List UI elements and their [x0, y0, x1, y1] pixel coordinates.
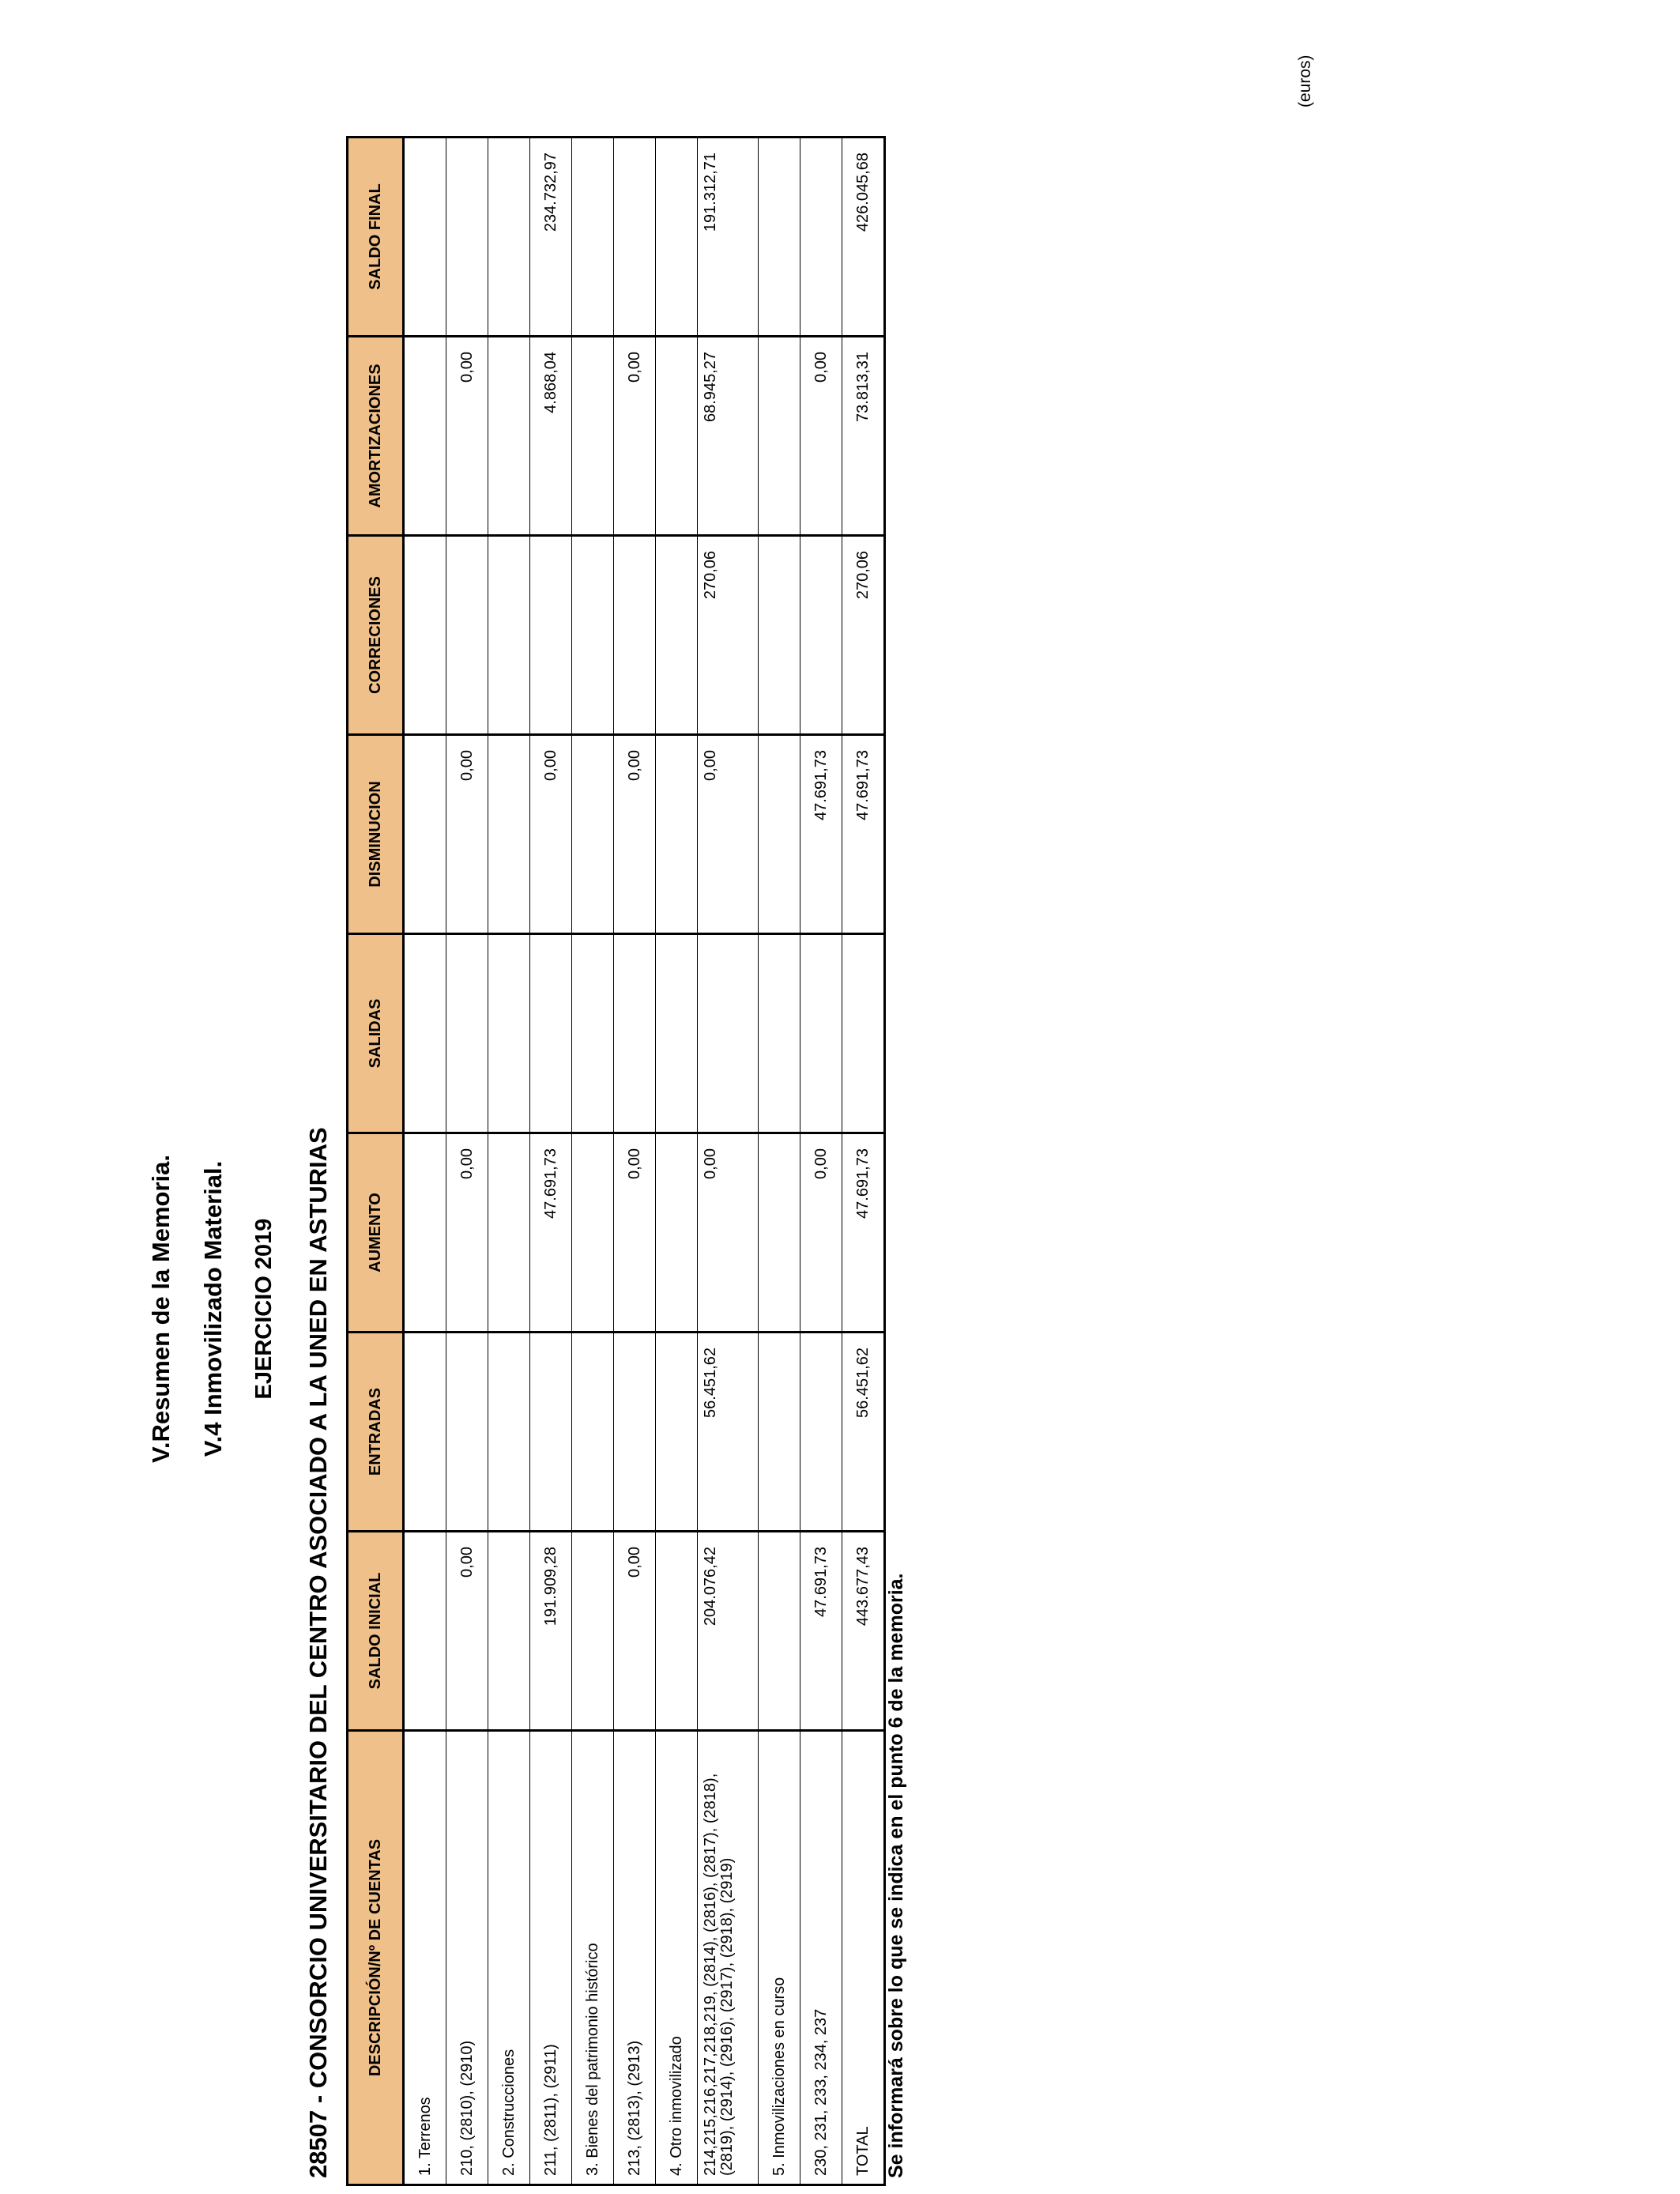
cell-amount: [488, 735, 530, 934]
cell-amount: 73.813,31: [842, 337, 885, 536]
cell-amount: 0,00: [614, 1133, 656, 1333]
cell-amount: 0,00: [614, 735, 656, 934]
row-description: 230, 231, 233, 234, 237: [800, 1731, 842, 2185]
cell-amount: 0,00: [446, 337, 488, 536]
cell-amount: 0,00: [800, 1133, 842, 1333]
cell-amount: [614, 536, 656, 735]
col-header: ENTRADAS: [348, 1333, 404, 1532]
cell-amount: [656, 735, 698, 934]
cell-amount: 47.691,73: [800, 735, 842, 934]
cell-amount: [488, 536, 530, 735]
section-row: [404, 138, 446, 2185]
report-title: V.Resumen de la Memoria.: [147, 1155, 175, 1463]
cell-amount: 47.691,73: [842, 735, 885, 934]
cell-amount: [759, 1532, 800, 1731]
cell-amount: 426.045,68: [842, 138, 885, 337]
cell-amount: [488, 337, 530, 536]
cell-amount: [488, 934, 530, 1133]
footnote: Se informará sobre lo que se indica en el punto 6 de la memoria.: [885, 1573, 907, 2178]
cell-amount: [614, 138, 656, 337]
cell-amount: 0,00: [530, 735, 572, 934]
cell-amount: 0,00: [698, 735, 759, 934]
cell-amount: [800, 138, 842, 337]
cell-amount: [404, 1532, 446, 1731]
row-description: 4. Otro inmovilizado: [656, 1731, 698, 2185]
cell-amount: [488, 1532, 530, 1731]
cell-amount: [404, 934, 446, 1133]
cell-amount: [800, 1333, 842, 1532]
row-description: 213, (2813), (2913): [614, 1731, 656, 2185]
cell-amount: [404, 1133, 446, 1333]
section-row: [759, 138, 800, 2185]
col-header: DISMINUCION: [348, 735, 404, 934]
row-description: 210, (2810), (2910): [446, 1731, 488, 2185]
cell-amount: [759, 337, 800, 536]
col-header: SALIDAS: [348, 934, 404, 1133]
cell-amount: [530, 934, 572, 1133]
cell-amount: 191.909,28: [530, 1532, 572, 1731]
cell-amount: 0,00: [446, 1532, 488, 1731]
cell-amount: [800, 536, 842, 735]
cell-amount: 191.312,71: [698, 138, 759, 337]
row-description: 211, (2811), (2911): [530, 1731, 572, 2185]
cell-amount: [759, 934, 800, 1133]
cell-amount: [759, 1333, 800, 1532]
cell-amount: 234.732,97: [530, 138, 572, 337]
table-row: [446, 138, 488, 2185]
cell-amount: [656, 934, 698, 1133]
section-title: V.4 Inmovilizado Material.: [199, 1160, 227, 1457]
cell-amount: 0,00: [446, 735, 488, 934]
cell-amount: [446, 138, 488, 337]
cell-amount: [446, 536, 488, 735]
cell-amount: [656, 1133, 698, 1333]
cell-amount: 270,06: [698, 536, 759, 735]
cell-amount: [572, 1333, 614, 1532]
cell-amount: [404, 735, 446, 934]
fiscal-year: EJERCICIO 2019: [251, 1218, 277, 1400]
cell-amount: [759, 1133, 800, 1333]
cell-amount: [759, 138, 800, 337]
cell-amount: [572, 934, 614, 1133]
cell-amount: [572, 735, 614, 934]
cell-amount: 0,00: [698, 1133, 759, 1333]
cell-amount: [404, 337, 446, 536]
cell-amount: 47.691,73: [530, 1133, 572, 1333]
col-header: CORRECIONES: [348, 536, 404, 735]
table-row: [614, 138, 656, 2185]
cell-amount: 4.868,04: [530, 337, 572, 536]
cell-amount: 56.451,62: [842, 1333, 885, 1532]
cell-amount: [488, 138, 530, 337]
currency-units: (euros): [1296, 55, 1314, 107]
cell-amount: 204.076,42: [698, 1532, 759, 1731]
cell-amount: [404, 536, 446, 735]
cell-amount: [614, 934, 656, 1133]
cell-amount: [488, 1333, 530, 1532]
col-header: AUMENTO: [348, 1133, 404, 1333]
row-description: 214,215,216,217,218,219, (2814), (2816), (2817), (2818), (2819), (2914), (2916), (2917), (2918), (2919): [698, 1731, 759, 2185]
cell-amount: [656, 337, 698, 536]
cell-amount: 47.691,73: [842, 1133, 885, 1333]
table-row: [698, 138, 759, 2185]
col-header: SALDO FINAL: [348, 138, 404, 337]
table-row: [800, 138, 842, 2185]
cell-amount: [572, 138, 614, 337]
cell-amount: [656, 1333, 698, 1532]
cell-amount: [572, 1532, 614, 1731]
cell-amount: [800, 934, 842, 1133]
cell-amount: [404, 1333, 446, 1532]
col-header: DESCRIPCIÓN/Nº DE CUENTAS: [348, 1731, 404, 2185]
cell-amount: [656, 536, 698, 735]
row-description: TOTAL: [842, 1731, 885, 2185]
cell-amount: [404, 138, 446, 337]
col-header: SALDO INICIAL: [348, 1532, 404, 1731]
cell-amount: [446, 1333, 488, 1532]
cell-amount: [614, 1333, 656, 1532]
row-description: 1. Terrenos: [404, 1731, 446, 2185]
section-row: [488, 138, 530, 2185]
cell-amount: 0,00: [446, 1133, 488, 1333]
cell-amount: [572, 536, 614, 735]
total-row: [842, 138, 885, 2185]
cell-amount: [656, 1532, 698, 1731]
cell-amount: [759, 536, 800, 735]
cell-amount: 47.691,73: [800, 1532, 842, 1731]
cell-amount: [488, 1133, 530, 1333]
cell-amount: 56.451,62: [698, 1333, 759, 1532]
cell-amount: 270,06: [842, 536, 885, 735]
cell-amount: [572, 337, 614, 536]
row-description: 5. Inmovilizaciones en curso: [759, 1731, 800, 2185]
cell-amount: [530, 1333, 572, 1532]
cell-amount: [759, 735, 800, 934]
cell-amount: [572, 1133, 614, 1333]
header-row: [348, 138, 404, 2185]
cell-amount: [530, 536, 572, 735]
col-header: AMORTIZACIONES: [348, 337, 404, 536]
table-row: [530, 138, 572, 2185]
cell-amount: 0,00: [800, 337, 842, 536]
table-body: [404, 138, 885, 2185]
entity-name: 28507 - CONSORCIO UNIVERSITARIO DEL CENTRO ASOCIADO A LA UNED EN ASTURIAS: [304, 1127, 332, 2178]
section-row: [572, 138, 614, 2185]
row-description: 2. Construcciones: [488, 1731, 530, 2185]
cell-amount: [656, 138, 698, 337]
cell-amount: 0,00: [614, 337, 656, 536]
cell-amount: [446, 934, 488, 1133]
row-description: 3. Bienes del patrimonio histórico: [572, 1731, 614, 2185]
section-row: [656, 138, 698, 2185]
cell-amount: [698, 934, 759, 1133]
fixed-assets-table: [346, 136, 886, 2186]
cell-amount: 68.945,27: [698, 337, 759, 536]
cell-amount: [842, 934, 885, 1133]
cell-amount: 0,00: [614, 1532, 656, 1731]
cell-amount: 443.677,43: [842, 1532, 885, 1731]
